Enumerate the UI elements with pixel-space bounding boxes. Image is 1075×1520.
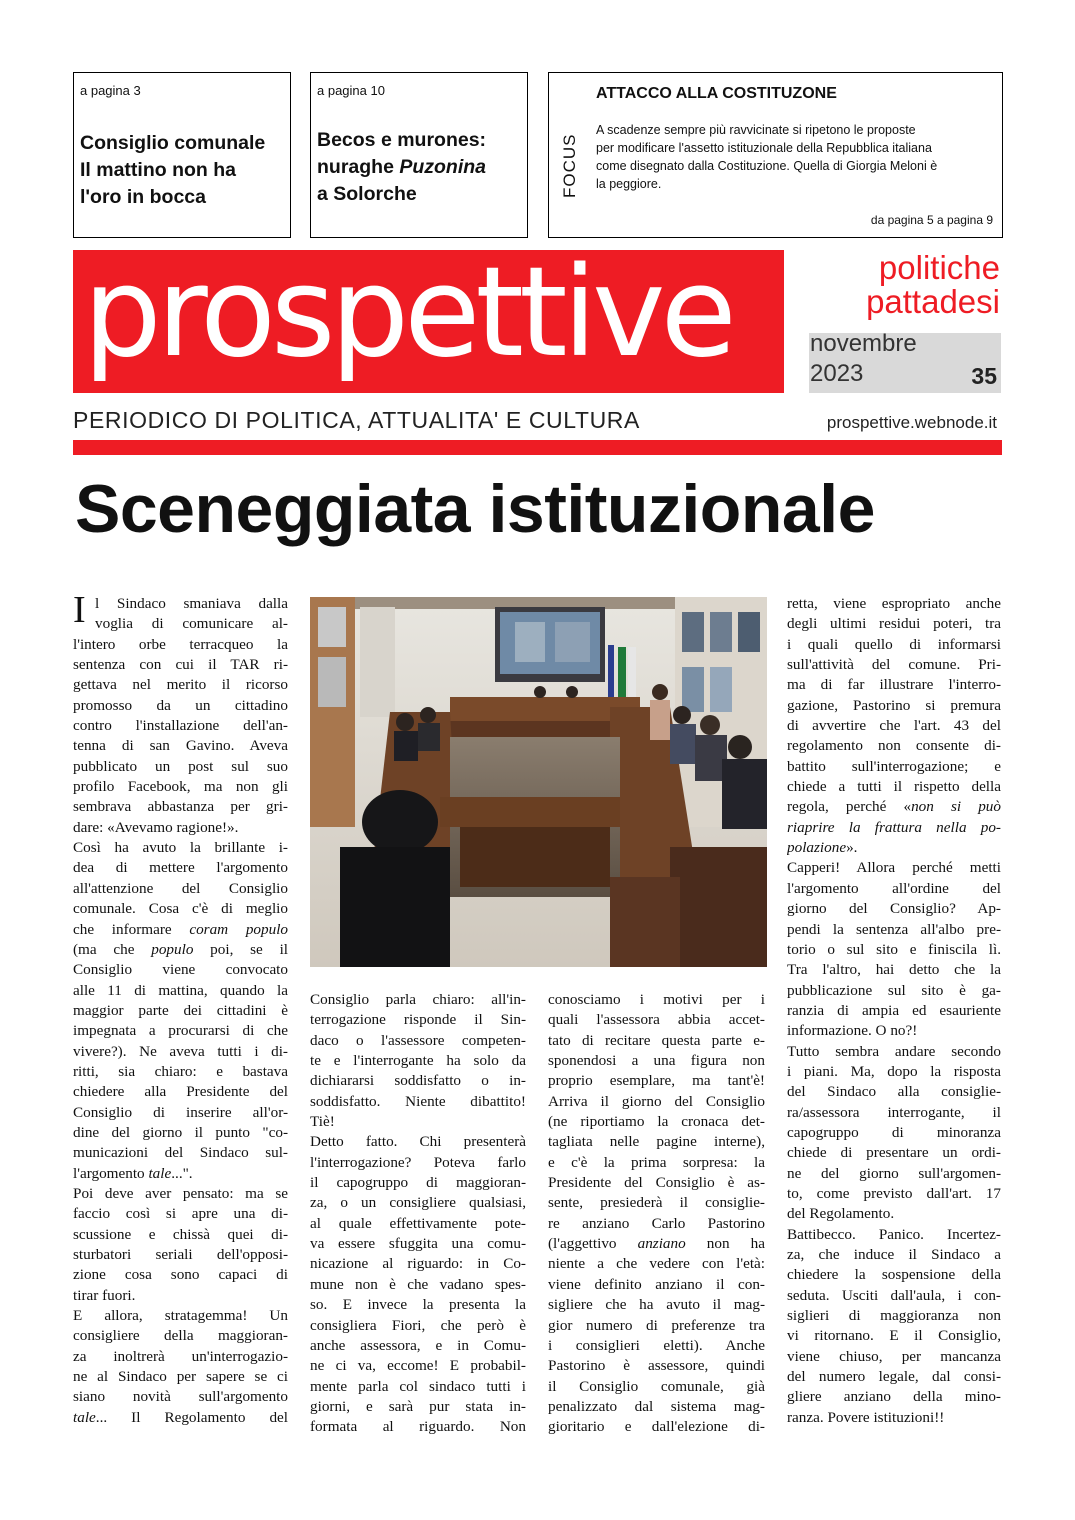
article-line: Poi deve aver pensato: ma se xyxy=(73,1184,288,1202)
article-line: sentenza con cui il TAR ri- xyxy=(73,656,288,674)
article-line: formata al riguardo. Non xyxy=(310,1418,526,1436)
article-line: vivere?). Ne aveva tutti i di- xyxy=(73,1042,288,1060)
article-line: conosciamo i motivi per i xyxy=(548,991,765,1008)
article-line: Consiglio di inserire all'or- xyxy=(73,1103,288,1121)
article-line: Arriva il giorno del Consiglio xyxy=(548,1092,765,1110)
issue-month: novembre xyxy=(810,330,917,357)
article-line: l'intero orbe terracqueo la xyxy=(73,635,288,653)
article-line: del Regolamento. xyxy=(787,1205,895,1223)
teaser-page-ref: a pagina 3 xyxy=(80,83,141,98)
article-line: polazione». xyxy=(787,839,858,857)
teaser-title-line: Becos e murones: xyxy=(317,129,487,151)
article-line: gazione, Pastorino si premura xyxy=(787,696,1001,714)
article-line: i quali quello di informarsi xyxy=(787,635,1001,653)
article-line: il capogruppo di maggioran- xyxy=(310,1174,526,1192)
article-line: seduta. Usciti dall'aula, i con- xyxy=(787,1286,1001,1304)
article-line: za, o un consigliere qualsiasi, xyxy=(310,1194,526,1212)
article-line: to, come previsto dall'art. 17 xyxy=(787,1184,1001,1202)
article-line: gioritario e dall'elezione di- xyxy=(548,1418,765,1436)
article-line: nicazione al riguardo: in Co- xyxy=(310,1255,526,1273)
article-line: dine del giorno il punto "co- xyxy=(73,1123,288,1141)
article-line: che informare coram populo xyxy=(73,920,288,938)
teaser-box-page-3[interactable] xyxy=(73,72,291,238)
article-line: il Consiglio comunale, già xyxy=(548,1377,765,1395)
article-line: l'argomento tale...". xyxy=(73,1164,193,1182)
article-line: (l'aggettivo anziano non ha xyxy=(548,1235,765,1253)
article-line: Detto fatto. Chi presenterà xyxy=(310,1133,526,1151)
article-line: sigliere che ha avuto il mag- xyxy=(548,1296,765,1314)
teaser-title xyxy=(80,130,286,211)
article-line: mente parla col sindaco tutti i xyxy=(310,1377,526,1395)
article-line: terrogazione risponde il Sin- xyxy=(310,1011,526,1029)
focus-label: FOCUS xyxy=(560,133,579,198)
focus-text xyxy=(596,121,937,193)
article-line: pubblicazione sul sito è ga- xyxy=(787,981,1001,999)
article-line: Consiglio viene convocato xyxy=(73,961,288,979)
article-line: anche assessora, e in Comu- xyxy=(310,1336,526,1354)
article-line: al quale effettivamente pote- xyxy=(310,1214,526,1232)
website-link[interactable]: prospettive.webnode.it xyxy=(826,413,997,432)
teaser-title-line: Consiglio comunale xyxy=(80,132,266,154)
article-line: capogruppo di minoranza xyxy=(787,1123,1001,1141)
article-line: comunale. Cosa c'è di meglio xyxy=(73,900,288,918)
article-line: l'interrogazione? Poteva farlo xyxy=(310,1153,526,1171)
article-line: maggior parte dei cittadini è xyxy=(73,1001,288,1019)
article-line: mune non è che vadano spes- xyxy=(310,1275,526,1293)
issue-date-box xyxy=(809,330,1001,393)
article-line: riaprire la frattura nella po- xyxy=(787,818,1001,836)
article-line: ne del giorno sull'argomen- xyxy=(787,1164,1001,1182)
article-line: proprio esemplare, ma tant'è! xyxy=(548,1072,765,1090)
article-line: ranzia di ampia ed esauriente xyxy=(787,1001,1001,1019)
focus-box[interactable] xyxy=(548,72,1003,238)
article-line: Tiè! xyxy=(310,1113,335,1131)
article-line: i consiglieri eletti). Anche xyxy=(548,1336,765,1354)
article-line: municazioni del Sindaco sul- xyxy=(73,1144,288,1162)
focus-text-line: come disegnato dalla Costituzione. Quella di Giorgia Meloni è xyxy=(596,159,938,173)
teaser-title-line: l'oro in bocca xyxy=(80,186,206,208)
article-line: torio o sul sito e finiscila lì. xyxy=(787,940,1001,958)
article-line: chiedere la sospensione della xyxy=(787,1266,1001,1284)
article-line: re anziano Carlo Pastorino xyxy=(548,1214,765,1232)
article-headline: Sceneggiata istituzionale xyxy=(75,471,875,547)
focus-title: ATTACCO ALLA COSTITUZONE xyxy=(596,85,837,102)
article-line: e c'è la prima sorpresa: la xyxy=(548,1153,765,1171)
article-line: soddisfatto. Niente dibattito! xyxy=(310,1092,526,1110)
article-line: impegnata a procurarsi di che xyxy=(73,1022,288,1040)
article-line: niente a che vedere con l'età: xyxy=(548,1255,765,1273)
article-line: ne al Sindaco per sapere se ci xyxy=(73,1368,288,1386)
article-line: Consiglio parla chiaro: all'in- xyxy=(310,991,526,1008)
article-column-2 xyxy=(310,990,526,1438)
article-line: ra/assessora interrogante, il xyxy=(787,1103,1001,1121)
article-line: Tutto sembra andare secondo xyxy=(787,1042,1001,1060)
article-line: all'attenzione del Consiglio xyxy=(73,879,288,897)
article-line: regola, perché «non si può xyxy=(787,798,1001,816)
masthead-banner xyxy=(73,250,784,393)
article-line: di avvertire che l'art. 43 del xyxy=(787,717,1001,735)
article-line: dichiararsi soddisfatto o in- xyxy=(310,1072,526,1090)
article-line: penalizzato dal sistema mag- xyxy=(548,1397,765,1415)
article-line: consigliere della maggioran- xyxy=(73,1327,288,1345)
teaser-title-line xyxy=(317,154,523,181)
article-line: viene definito anziano il con- xyxy=(548,1275,765,1293)
article-line: (ne riportiamo la cronaca det- xyxy=(548,1113,765,1131)
article-line: sponendosi a una figura non xyxy=(548,1052,765,1070)
article-line: siglieri di maggioranza non xyxy=(787,1307,1001,1325)
issue-year: 2023 xyxy=(810,360,864,387)
article-line: va essere sfuggita una comu- xyxy=(310,1235,526,1253)
article-line: del Sindaco alla consiglie- xyxy=(787,1083,1001,1101)
article-line: (ma che populo poi, se il xyxy=(73,940,288,958)
masthead-title: prospettive xyxy=(83,250,732,385)
article-line: degli ultimi residui poteri, tra xyxy=(787,615,1001,633)
masthead-subtitle-politiche: politiche xyxy=(878,249,1000,286)
focus-page-ref: da pagina 5 a pagina 9 xyxy=(870,213,993,227)
article-line: sente, presiederà il consiglie- xyxy=(548,1194,765,1212)
article-line: te e l'interrogante ha solo da xyxy=(310,1052,526,1070)
masthead-subtitle-pattadesi: pattadesi xyxy=(866,283,1000,320)
article-line: dare: «Avevamo ragione!». xyxy=(73,818,239,836)
article-line: consigliera Fiori, che però è xyxy=(310,1316,526,1334)
article-line: sturbatori seriali dell'opposi- xyxy=(73,1246,288,1263)
article-line: promosso da un cittadino xyxy=(73,696,288,714)
article-line: pubblicato un post sul suo xyxy=(73,757,288,775)
article-line: pendi la sentenza all'albo pre- xyxy=(787,920,1001,938)
article-line: Così ha avuto la brillante i- xyxy=(73,839,288,857)
article-line: gettava nel merito il ricorso xyxy=(73,676,288,694)
article-line: viene chiuso, per mancanza xyxy=(787,1347,1001,1365)
article-line: contro l'installazione dell'an- xyxy=(73,717,288,735)
teaser-page-ref: a pagina 10 xyxy=(317,83,385,98)
article-line: l Sindaco smaniava dalla xyxy=(95,595,288,612)
article-line: tirar fuori. xyxy=(73,1286,136,1304)
article-line: faccio così si apre una di- xyxy=(73,1205,288,1223)
article-line: gliere anziano della mino- xyxy=(787,1388,1001,1406)
article-line: sull'attività del comune. Pri- xyxy=(787,656,1001,674)
article-column-3 xyxy=(548,990,765,1438)
article-line: del numero legale, dal consi- xyxy=(787,1368,1001,1386)
teaser-title-part: nuraghe xyxy=(317,156,400,178)
article-line: Tra l'altro, hai detto che la xyxy=(787,961,1001,979)
article-line: vi ritornano. E il Consiglio, xyxy=(787,1327,1001,1345)
article-line: tagliata nelle pagine interne), xyxy=(548,1133,765,1151)
article-line: ne ci va, eccome! E probabil- xyxy=(310,1357,526,1375)
article-line: ranza. Povere istituzioni!! xyxy=(787,1408,945,1426)
article-line: za inoltrerà un'interrogazio- xyxy=(73,1347,288,1365)
article-line: chiedere alla Presidente del xyxy=(73,1083,288,1101)
article-line: so. E invece la presenta la xyxy=(310,1296,526,1314)
teaser-title-line: Il mattino non ha xyxy=(80,159,236,181)
article-line: profilo Facebook, ma non gli xyxy=(73,778,288,796)
article-line: Battibecco. Panico. Incertez- xyxy=(787,1225,1001,1243)
teaser-title-italic: Puzonina xyxy=(399,156,487,178)
article-line: giorni, e sarà pur stata in- xyxy=(310,1397,526,1415)
article-line: scussione e chissà quei di- xyxy=(73,1225,288,1243)
article-line: sembrava abbastanza per gri- xyxy=(73,798,288,816)
council-meeting-photo xyxy=(310,597,767,967)
article-line: regolamento non consente di- xyxy=(787,737,1001,755)
article-line: tato di recitare questa parte e- xyxy=(548,1031,765,1049)
focus-text-line: la peggiore. xyxy=(596,177,662,191)
article-line: ritti, sia chiaro: e bastava xyxy=(73,1062,288,1080)
article-line: Presidente del Consiglio è as- xyxy=(548,1174,765,1192)
divider-bar xyxy=(73,440,1002,455)
article-line: retta, viene espropriato anche xyxy=(787,595,1001,612)
drop-cap: I xyxy=(73,589,86,631)
article-column-4 xyxy=(787,594,1001,1428)
article-line: Capperi! Allora perché metti xyxy=(787,859,1001,877)
article-line: giorno del Consiglio? Ap- xyxy=(787,900,1001,918)
article-line: informazione. O no?! xyxy=(787,1022,918,1040)
article-line: l'argomento all'ordine del xyxy=(787,879,1001,897)
article-line: gior numero di preferenze tra xyxy=(548,1316,765,1334)
article-line: quali l'assessora abbia accet- xyxy=(548,1011,765,1029)
article-line: chiede di presentare un ordi- xyxy=(787,1144,1001,1162)
teaser-title xyxy=(317,127,523,208)
article-line: voglia di comunicare al- xyxy=(95,615,288,633)
article-line: tale... Il Regolamento del xyxy=(73,1408,288,1426)
focus-text-line: A scadenze sempre più ravvicinate si ripetono le proposte xyxy=(596,123,916,137)
tagline: PERIODICO DI POLITICA, ATTUALITA' E CULTURA xyxy=(73,407,640,433)
article-line: i piani. Ma, dopo la risposta xyxy=(787,1062,1001,1080)
article-line: dea di mettere l'argomento xyxy=(73,859,288,877)
article-line: E allora, stratagemma! Un xyxy=(73,1307,288,1325)
article-line: Pastorino è assessore, quindi xyxy=(548,1357,765,1375)
council-room-illustration xyxy=(310,597,767,967)
focus-text-line: per modificare l'assetto istituzionale della Repubblica italiana xyxy=(596,141,932,155)
article-line: tenna di san Gavino. Aveva xyxy=(73,737,288,755)
article-line: alle 11 di mattina, quando la xyxy=(73,981,288,999)
teaser-box-page-10[interactable] xyxy=(310,72,528,238)
article-line: ma di far illustrare l'interro- xyxy=(787,676,1001,694)
article-line: battito sull'interrogazione; e xyxy=(787,757,1001,775)
article-line: za, che induce il Sindaco a xyxy=(787,1246,1001,1263)
article-line: zione cosa sono capaci di xyxy=(73,1266,288,1284)
teaser-title-line: a Solorche xyxy=(317,183,417,205)
article-line: chiede a tutti il rispetto della xyxy=(787,778,1001,796)
issue-number: 35 xyxy=(971,363,997,389)
article-line: daco o l'assessore competen- xyxy=(310,1031,526,1049)
article-line: siano novità sull'argomento xyxy=(73,1388,288,1406)
article-column-1 xyxy=(73,594,288,1428)
